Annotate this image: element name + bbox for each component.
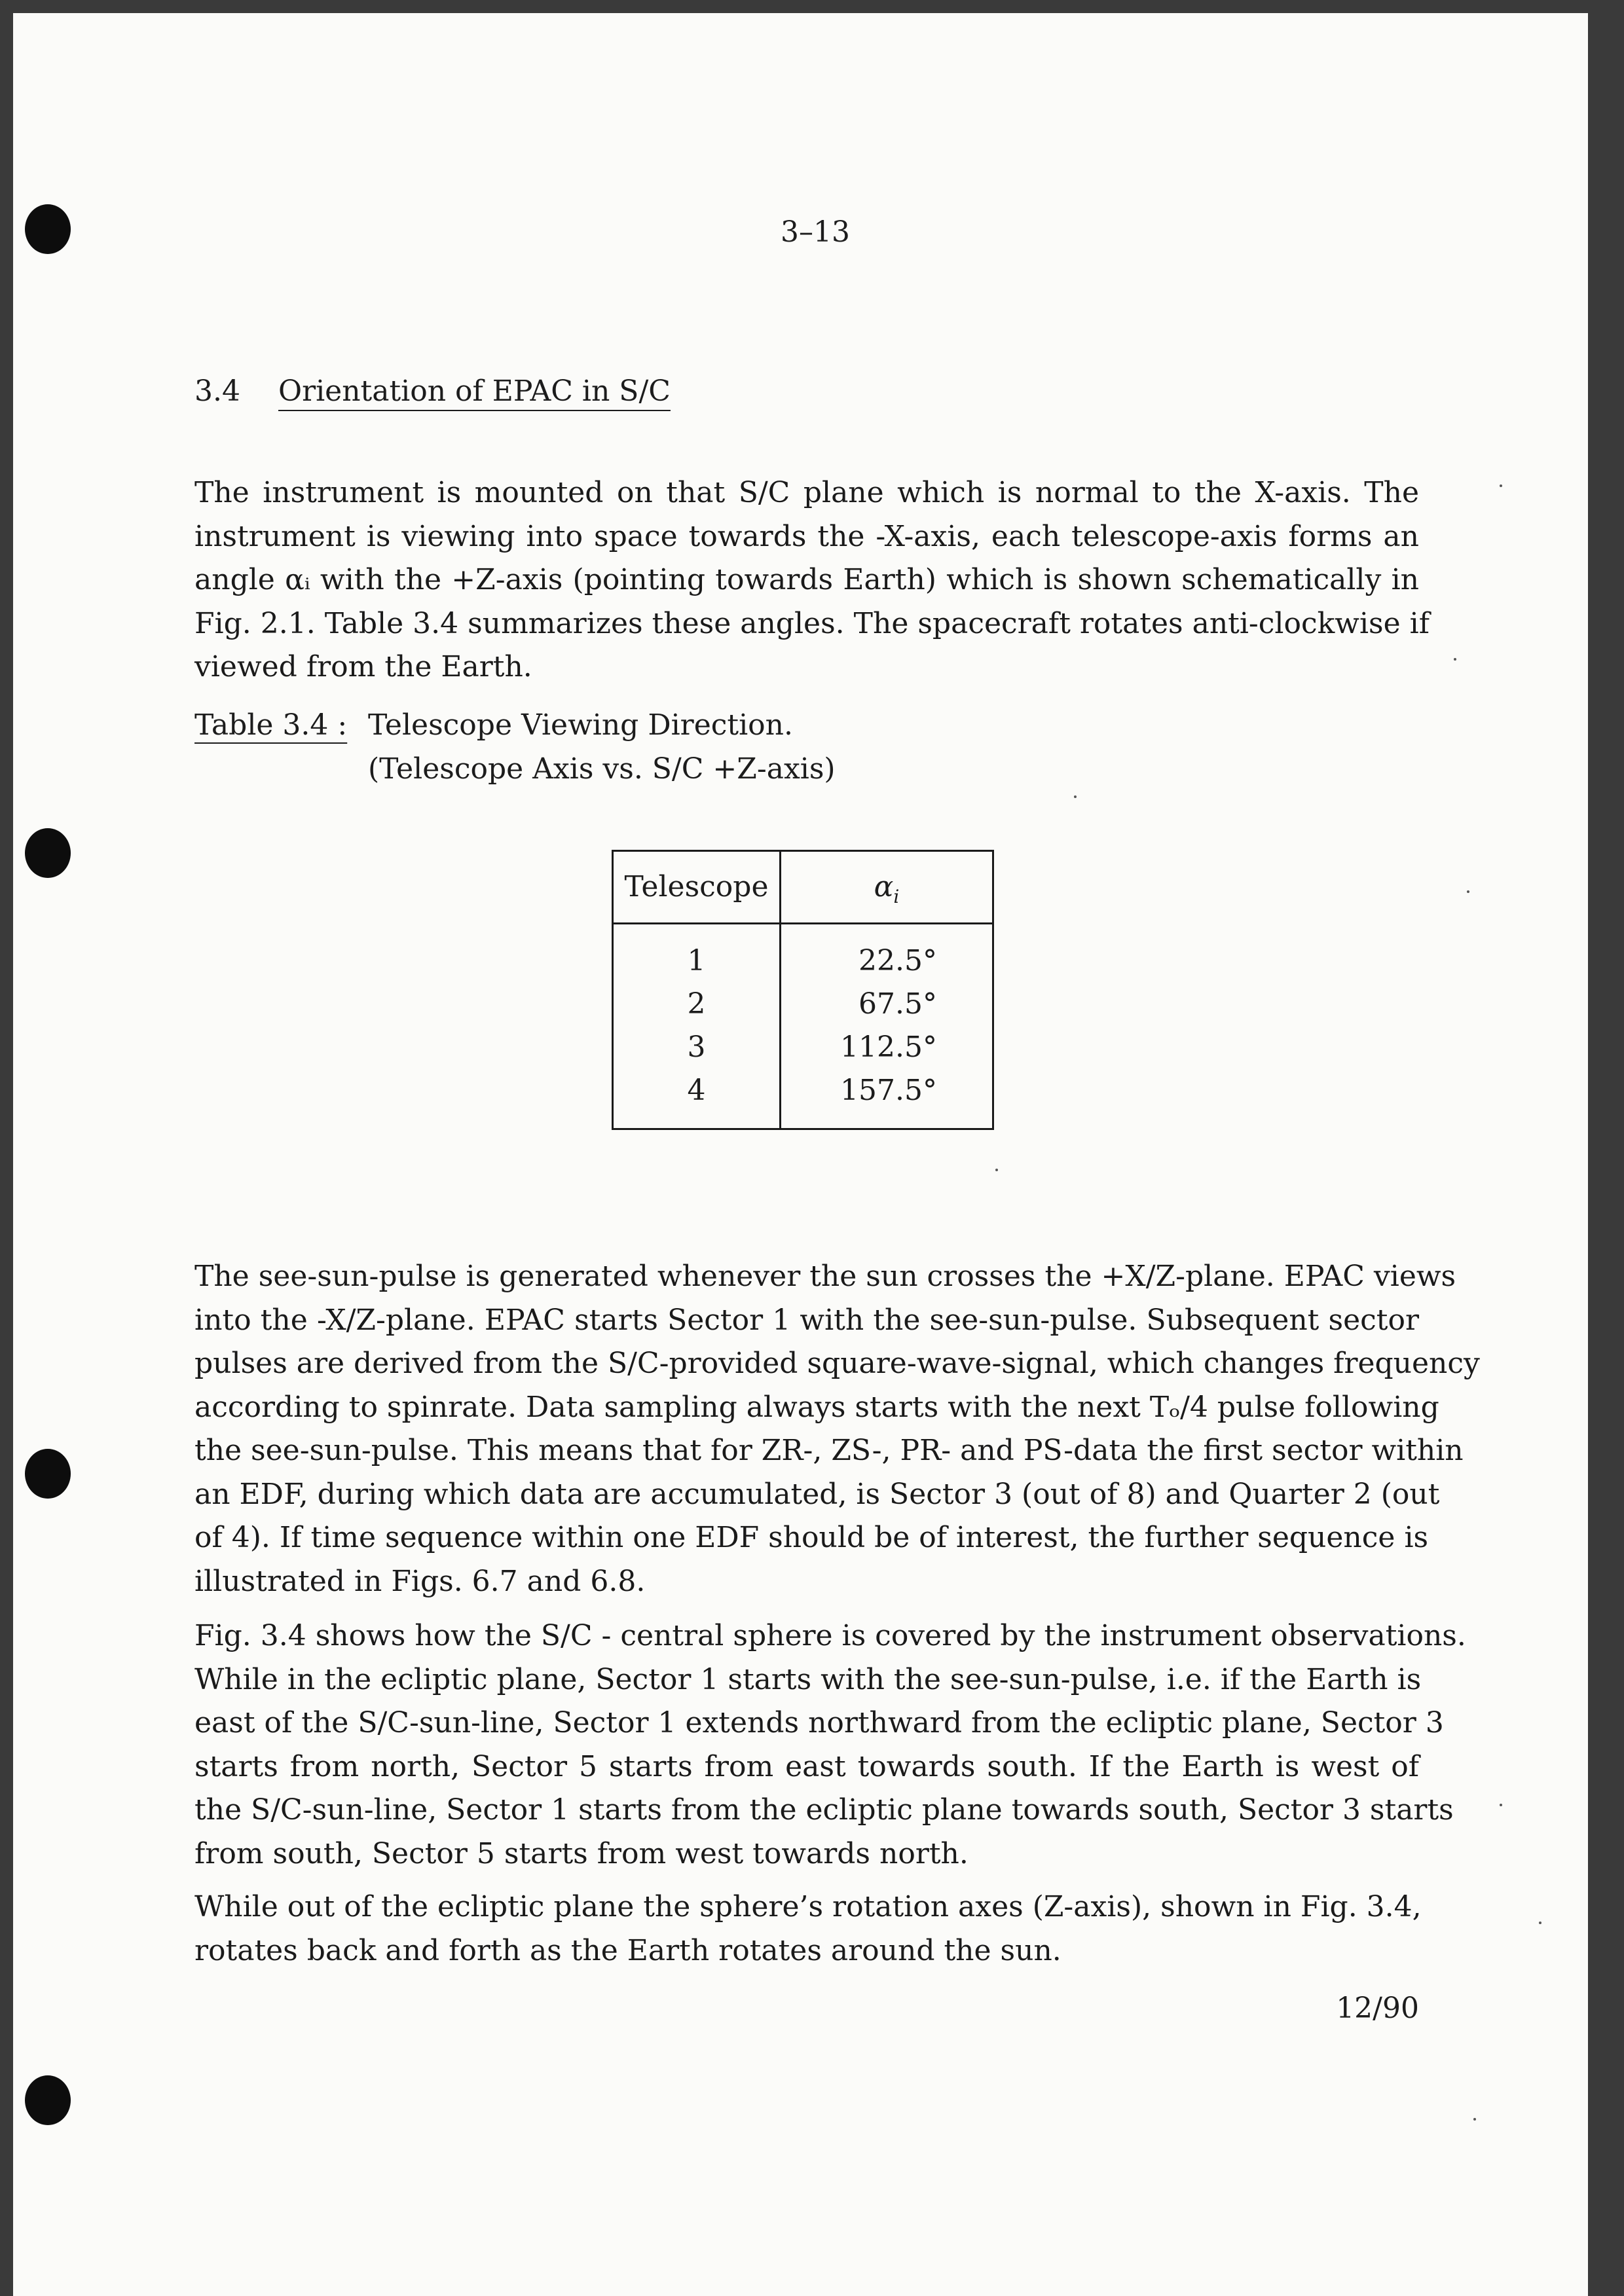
table-header-angle: $\alpha_i$ [874,870,900,907]
table-body [614,939,992,1112]
section-number: 3.4 [194,374,240,408]
text-line: east of the S/C-sun-line, Sector 1 extends northward from the ecliptic plane, Sector 3 [194,1706,1444,1740]
angle-cell: 157.5° [840,1074,937,1107]
table-caption-title: Telescope Viewing Direction. [368,708,793,742]
table-row [614,1026,992,1069]
document-page [13,13,1588,2296]
punch-hole [25,828,71,878]
section-title: Orientation of EPAC in S/C [278,374,671,408]
angle-cell: 112.5° [840,1030,937,1064]
paper-speck [1500,1804,1502,1806]
punch-hole [25,1449,71,1499]
text-line: Fig. 3.4 shows how the S/C - central sphere is covered by the instrument observations. [194,1619,1466,1652]
table-row [614,1069,992,1112]
text-line: of 4). If time sequence within one EDF should be of interest, the further sequence is [194,1521,1429,1554]
text-line: viewed from the Earth. [194,650,532,683]
paper-speck [1467,890,1469,893]
telescope-cell: 4 [687,1074,706,1107]
table-caption-subtitle: (Telescope Axis vs. S/C +Z-axis) [368,752,836,786]
text-line: according to spinrate. Data sampling always starts with the next Tₒ/4 pulse following [194,1390,1439,1424]
table-row [614,939,992,983]
table-caption [194,704,836,791]
paper-speck [1473,2118,1476,2121]
paper-speck [1500,484,1502,487]
text-line: illustrated in Figs. 6.7 and 6.8. [194,1564,646,1598]
text-line: While in the ecliptic plane, Sector 1 starts with the see-sun-pulse, i.e. if the Earth is [194,1662,1422,1696]
paper-speck [1539,1922,1541,1924]
text-line: an EDF, during which data are accumulated, is Sector 3 (out of 8) and Quarter 2 (out [194,1477,1440,1511]
text-line: into the -X/Z-plane. EPAC starts Sector 1 with the see-sun-pulse. Subsequent sector [194,1303,1419,1337]
text-line: The instrument is mounted on that S/C plane which is normal to the X-axis. The [194,476,1419,509]
paper-speck [1074,795,1077,798]
telescope-cell: 1 [687,944,706,977]
telescope-cell: 3 [687,1030,706,1064]
angle-cell: 67.5° [858,987,937,1021]
paragraph-rotation-axes [194,1886,1422,1973]
text-line: the S/C-sun-line, Sector 1 starts from the ecliptic plane towards south, Sector 3 starts [194,1793,1454,1827]
text-line: the see-sun-pulse. This means that for ZR-, ZS-, PR- and PS-data the first sector within [194,1434,1464,1467]
telescope-angle-table [612,850,994,1130]
punch-hole [25,204,71,254]
table-header-telescope: Telescope [624,870,769,903]
page-number: 3–13 [781,215,850,249]
text-line: The see-sun-pulse is generated whenever the sun crosses the +X/Z-plane. EPAC views [194,1260,1456,1293]
text-line: angle αᵢ with the +Z-axis (pointing towards Earth) which is shown schematically in [194,563,1419,596]
text-line: instrument is viewing into space towards the -X-axis, each telescope-axis forms an [194,519,1419,553]
text-line: rotates back and forth as the Earth rotates around the sun. [194,1933,1061,1967]
text-line: starts from north, Sector 5 starts from east towards south. If the Earth is west of [194,1749,1419,1783]
text-line: pulses are derived from the S/C-provided square-wave-signal, which changes frequency [194,1347,1480,1380]
telescope-cell: 2 [687,987,706,1021]
paragraph-see-sun-pulse [194,1255,1480,1603]
footer-page-count: 12/90 [1336,1992,1419,2025]
paragraph-sphere-coverage [194,1614,1466,1876]
punch-hole [25,2075,71,2125]
section-heading [194,370,671,414]
paper-speck [995,1169,998,1171]
angle-cell: 22.5° [858,944,937,977]
paragraph-mounting [194,471,1430,689]
text-line: Fig. 2.1. Table 3.4 summarizes these angles. The spacecraft rotates anti-clockwise if [194,606,1430,640]
paper-speck [1454,658,1456,661]
text-line: from south, Sector 5 starts from west towards north. [194,1836,969,1870]
table-row [614,983,992,1026]
text-line: While out of the ecliptic plane the sphere’s rotation axes (Z-axis), shown in Fig. 3.4, [194,1890,1422,1923]
table-divider [614,922,992,924]
table-caption-label: Table 3.4 : [194,708,348,742]
